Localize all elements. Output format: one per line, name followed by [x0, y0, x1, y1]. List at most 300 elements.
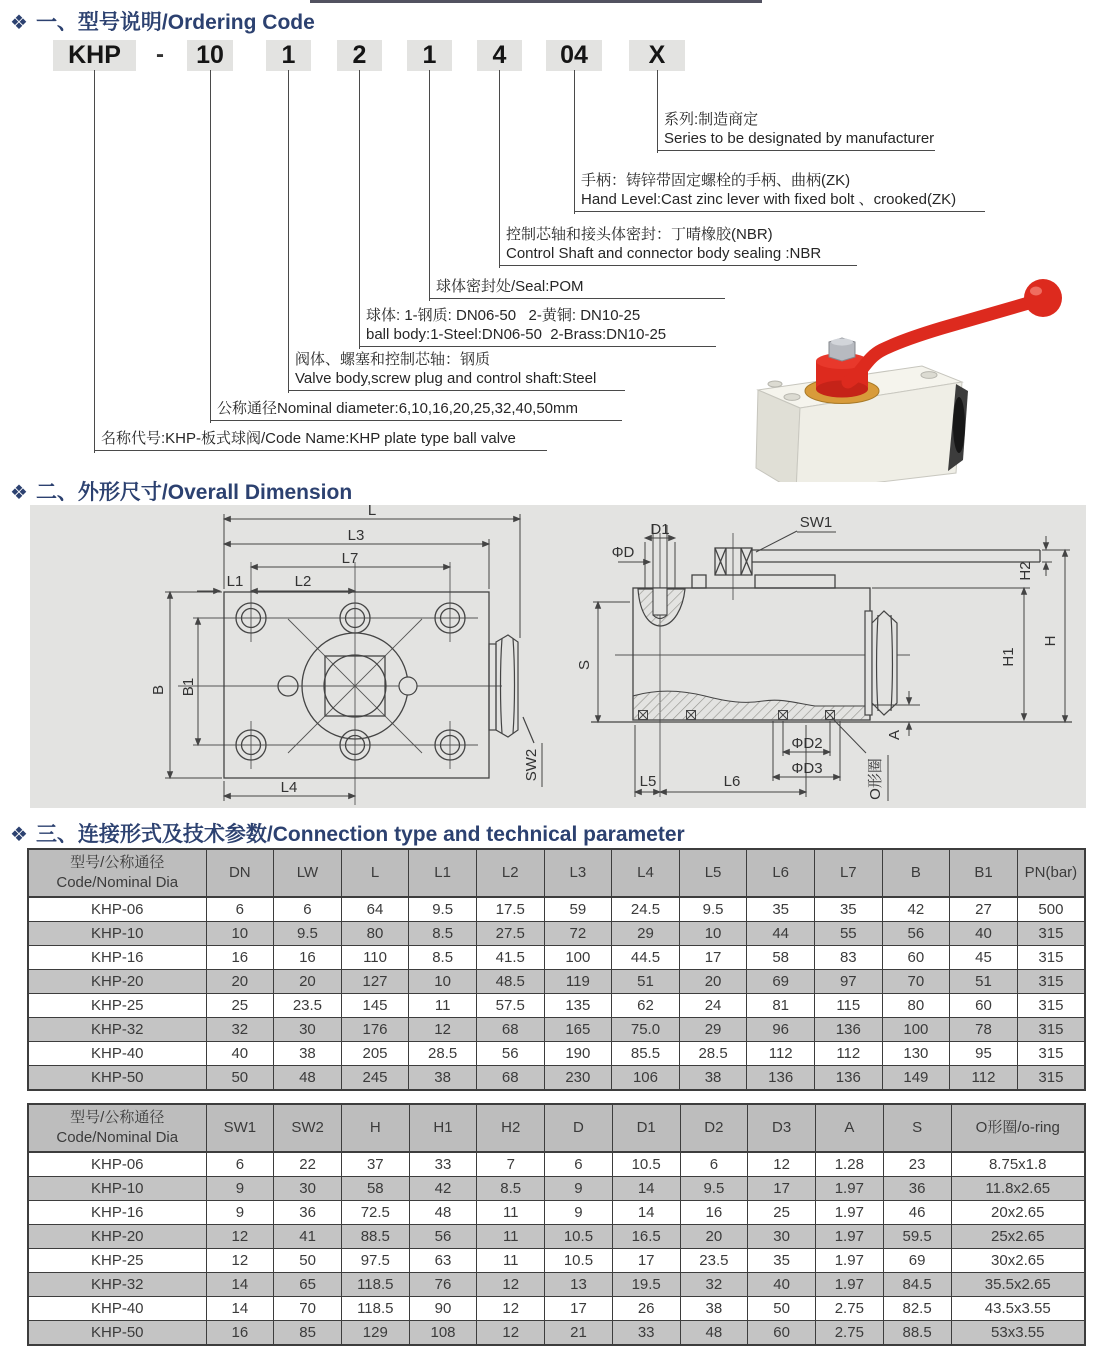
value-cell: 11	[409, 994, 477, 1018]
column-header: L7	[814, 849, 882, 897]
value-cell: 135	[544, 994, 612, 1018]
value-cell: 23	[883, 1152, 951, 1177]
value-cell: 42	[409, 1177, 477, 1201]
section-title-text: 三、连接形式及技术参数/Connection type and technical parameter	[35, 823, 685, 846]
value-cell: 315	[1017, 994, 1085, 1018]
valve-product-photo	[742, 262, 1072, 482]
value-cell: 6	[680, 1152, 748, 1177]
value-cell: 1.28	[815, 1152, 883, 1177]
dim-label-A: A	[886, 729, 903, 741]
connector-line	[429, 70, 430, 301]
value-cell: 25	[748, 1201, 816, 1225]
dimension-table-1	[27, 848, 1086, 1091]
value-cell: 25x2.65	[951, 1225, 1085, 1249]
value-cell: 43.5x3.55	[951, 1297, 1085, 1321]
value-cell: 11.8x2.65	[951, 1177, 1085, 1201]
dimension-drawing-panel	[30, 505, 1086, 808]
value-cell: 149	[882, 1066, 950, 1091]
table-row	[28, 1201, 1085, 1225]
model-cell: KHP-25	[28, 1249, 206, 1273]
value-cell: 17	[748, 1177, 816, 1201]
section-title-text: 二、外形尺寸/Overall Dimension	[35, 481, 353, 504]
value-cell: 20	[680, 1225, 748, 1249]
annotation-series	[657, 110, 935, 151]
value-cell: 96	[747, 1018, 815, 1042]
value-cell: 78	[950, 1018, 1018, 1042]
value-cell: 23.5	[274, 994, 342, 1018]
value-cell: 57.5	[476, 994, 544, 1018]
value-cell: 51	[612, 970, 680, 994]
column-header: B	[882, 849, 950, 897]
dim-label-B: B	[150, 684, 167, 696]
dim-label-SW2: SW2	[523, 748, 540, 782]
value-cell: 70	[882, 970, 950, 994]
value-cell: 41	[274, 1225, 342, 1249]
connector-line	[210, 70, 211, 423]
value-cell: 72	[544, 922, 612, 946]
value-cell: 55	[814, 922, 882, 946]
model-cell: KHP-50	[28, 1066, 206, 1091]
value-cell: 9	[545, 1177, 613, 1201]
column-header: DN	[206, 849, 274, 897]
code-box-series: X	[629, 40, 685, 71]
value-cell: 10.5	[612, 1152, 680, 1177]
column-header: L6	[747, 849, 815, 897]
value-cell: 127	[341, 970, 409, 994]
model-cell: KHP-06	[28, 1152, 206, 1177]
column-header: SW1	[206, 1104, 274, 1152]
table-row	[28, 1249, 1085, 1273]
value-cell: 130	[882, 1042, 950, 1066]
value-cell: 205	[341, 1042, 409, 1066]
column-header: L5	[679, 849, 747, 897]
value-cell: 112	[950, 1066, 1018, 1091]
value-cell: 119	[544, 970, 612, 994]
column-header: H1	[409, 1104, 477, 1152]
value-cell: 10	[409, 970, 477, 994]
value-cell: 106	[612, 1066, 680, 1091]
value-cell: 165	[544, 1018, 612, 1042]
code-separator: -	[156, 41, 164, 68]
sw2-nut	[489, 635, 534, 743]
value-cell: 108	[409, 1321, 477, 1346]
column-header: L4	[612, 849, 680, 897]
value-cell: 16	[206, 1321, 274, 1346]
value-cell: 35	[747, 897, 815, 922]
value-cell: 19.5	[612, 1273, 680, 1297]
table-row	[28, 994, 1085, 1018]
value-cell: 1.97	[815, 1177, 883, 1201]
value-cell: 190	[544, 1042, 612, 1066]
value-cell: 32	[680, 1273, 748, 1297]
value-cell: 315	[1017, 1018, 1085, 1042]
column-header: D2	[680, 1104, 748, 1152]
table-row	[28, 1225, 1085, 1249]
value-cell: 12	[206, 1249, 274, 1273]
value-cell: 315	[1017, 1066, 1085, 1091]
model-cell: KHP-20	[28, 970, 206, 994]
annotation-line: 阀体、螺塞和控制芯轴：钢质	[295, 351, 491, 368]
value-cell: 16	[680, 1201, 748, 1225]
dim-label-L5: L5	[639, 773, 657, 790]
column-header-model: 型号/公称通径 Code/Nominal Dia	[28, 849, 206, 897]
value-cell: 6	[206, 897, 274, 922]
column-header: D1	[612, 1104, 680, 1152]
section-title-overall-dimension	[10, 476, 352, 506]
dim-label-L3: L3	[347, 527, 365, 544]
model-cell: KHP-32	[28, 1273, 206, 1297]
value-cell: 95	[950, 1042, 1018, 1066]
column-header: S	[883, 1104, 951, 1152]
value-cell: 12	[748, 1152, 816, 1177]
value-cell: 1.97	[815, 1249, 883, 1273]
value-cell: 1.97	[815, 1273, 883, 1297]
dim-label-B1: B1	[180, 677, 197, 697]
value-cell: 100	[544, 946, 612, 970]
valve-handle	[848, 302, 1032, 382]
dim-label-phiD3: ΦD3	[791, 760, 823, 777]
column-header: H	[341, 1104, 409, 1152]
dim-label-L2: L2	[294, 573, 312, 590]
value-cell: 46	[883, 1201, 951, 1225]
annotation-ball	[359, 306, 716, 347]
column-header: PN(bar)	[1017, 849, 1085, 897]
dim-label-L7: L7	[341, 550, 359, 567]
annotation-seal	[429, 277, 725, 299]
diamond-icon: ❖	[10, 824, 28, 846]
model-cell: KHP-06	[28, 897, 206, 922]
value-cell: 38	[680, 1297, 748, 1321]
value-cell: 6	[274, 897, 342, 922]
value-cell: 13	[545, 1273, 613, 1297]
code-box-khp: KHP	[53, 40, 136, 71]
dim-label-H2: H2	[1017, 561, 1034, 581]
value-cell: 10.5	[545, 1225, 613, 1249]
value-cell: 136	[814, 1066, 882, 1091]
value-cell: 9.5	[409, 897, 477, 922]
value-cell: 136	[814, 1018, 882, 1042]
column-header: A	[815, 1104, 883, 1152]
value-cell: 69	[883, 1249, 951, 1273]
dim-label-o-ring: O形圈	[867, 758, 884, 800]
value-cell: 20	[274, 970, 342, 994]
value-cell: 22	[274, 1152, 342, 1177]
value-cell: 80	[882, 994, 950, 1018]
model-cell: KHP-40	[28, 1297, 206, 1321]
value-cell: 27.5	[476, 922, 544, 946]
model-cell: KHP-32	[28, 1018, 206, 1042]
model-cell: KHP-25	[28, 994, 206, 1018]
value-cell: 69	[747, 970, 815, 994]
value-cell: 20	[679, 970, 747, 994]
value-cell: 315	[1017, 970, 1085, 994]
value-cell: 129	[341, 1321, 409, 1346]
dim-label-L1: L1	[226, 573, 244, 590]
value-cell: 59.5	[883, 1225, 951, 1249]
value-cell: 11	[477, 1201, 545, 1225]
value-cell: 48	[409, 1201, 477, 1225]
value-cell: 30	[274, 1177, 342, 1201]
value-cell: 17	[545, 1297, 613, 1321]
value-cell: 56	[409, 1225, 477, 1249]
value-cell: 10	[206, 922, 274, 946]
connector-line	[288, 70, 289, 393]
value-cell: 44.5	[612, 946, 680, 970]
value-cell: 6	[206, 1152, 274, 1177]
value-cell: 53x3.55	[951, 1321, 1085, 1346]
value-cell: 10	[679, 922, 747, 946]
value-cell: 72.5	[341, 1201, 409, 1225]
value-cell: 38	[679, 1066, 747, 1091]
value-cell: 25	[206, 994, 274, 1018]
value-cell: 40	[748, 1273, 816, 1297]
model-cell: KHP-10	[28, 922, 206, 946]
section-title-text: 一、型号说明/Ordering Code	[35, 11, 315, 34]
value-cell: 21	[545, 1321, 613, 1346]
value-cell: 12	[409, 1018, 477, 1042]
value-cell: 26	[612, 1297, 680, 1321]
table-row	[28, 1042, 1085, 1066]
value-cell: 51	[950, 970, 1018, 994]
model-cell: KHP-20	[28, 1225, 206, 1249]
value-cell: 14	[612, 1201, 680, 1225]
value-cell: 62	[612, 994, 680, 1018]
model-cell: KHP-40	[28, 1042, 206, 1066]
value-cell: 176	[341, 1018, 409, 1042]
value-cell: 35	[814, 897, 882, 922]
annotation-line: Valve body,screw plug and control shaft:Steel	[295, 370, 597, 387]
section-title-parameters	[10, 818, 685, 848]
value-cell: 75.0	[612, 1018, 680, 1042]
value-cell: 136	[747, 1066, 815, 1091]
value-cell: 38	[274, 1042, 342, 1066]
value-cell: 48	[274, 1066, 342, 1091]
value-cell: 110	[341, 946, 409, 970]
annotation-shaft-seal	[499, 225, 857, 266]
column-header: B1	[950, 849, 1018, 897]
value-cell: 12	[477, 1297, 545, 1321]
value-cell: 64	[341, 897, 409, 922]
value-cell: 30x2.65	[951, 1249, 1085, 1273]
value-cell: 11	[477, 1249, 545, 1273]
code-box-handle: 04	[546, 40, 602, 71]
value-cell: 97	[814, 970, 882, 994]
value-cell: 50	[274, 1249, 342, 1273]
column-header: L1	[409, 849, 477, 897]
value-cell: 24	[679, 994, 747, 1018]
side-view-drawing	[560, 505, 1086, 808]
model-cell: KHP-50	[28, 1321, 206, 1346]
dim-label-SW1: SW1	[799, 514, 833, 531]
value-cell: 9.5	[679, 897, 747, 922]
column-header: LW	[274, 849, 342, 897]
annotation-line: 系列:制造商定	[664, 111, 759, 128]
diamond-icon: ❖	[10, 12, 28, 34]
page-edge-artifact	[310, 0, 762, 3]
column-header: L3	[544, 849, 612, 897]
value-cell: 56	[476, 1042, 544, 1066]
value-cell: 245	[341, 1066, 409, 1091]
value-cell: 500	[1017, 897, 1085, 922]
value-cell: 100	[882, 1018, 950, 1042]
value-cell: 112	[747, 1042, 815, 1066]
value-cell: 12	[206, 1225, 274, 1249]
diamond-icon: ❖	[10, 482, 28, 504]
section-title-ordering-code	[10, 6, 315, 36]
value-cell: 17	[612, 1249, 680, 1273]
value-cell: 88.5	[883, 1321, 951, 1346]
value-cell: 14	[206, 1273, 274, 1297]
value-cell: 9	[206, 1201, 274, 1225]
dim-label-L: L	[367, 505, 377, 519]
code-box-ball: 2	[337, 40, 382, 71]
value-cell: 28.5	[679, 1042, 747, 1066]
value-cell: 115	[814, 994, 882, 1018]
table-row	[28, 1066, 1085, 1091]
annotation-line: 球体密封处/Seal:POM	[436, 278, 584, 295]
value-cell: 6	[545, 1152, 613, 1177]
value-cell: 28.5	[409, 1042, 477, 1066]
value-cell: 8.5	[409, 922, 477, 946]
table-row	[28, 922, 1085, 946]
value-cell: 60	[950, 994, 1018, 1018]
column-header: SW2	[274, 1104, 342, 1152]
dim-label-S: S	[576, 659, 593, 671]
value-cell: 59	[544, 897, 612, 922]
value-cell: 90	[409, 1297, 477, 1321]
sw2-nut-side	[865, 611, 897, 715]
value-cell: 9	[206, 1177, 274, 1201]
value-cell: 76	[409, 1273, 477, 1297]
handle-ball	[1024, 279, 1062, 317]
value-cell: 37	[341, 1152, 409, 1177]
table-row	[28, 1152, 1085, 1177]
dim-label-phiD: ΦD	[611, 544, 635, 561]
value-cell: 315	[1017, 946, 1085, 970]
value-cell: 45	[950, 946, 1018, 970]
code-box-shaft-seal: 4	[477, 40, 522, 71]
value-cell: 83	[814, 946, 882, 970]
table-row	[28, 1018, 1085, 1042]
annotation-line: 公称通径Nominal diameter:6,10,16,20,25,32,40,50mm	[217, 400, 579, 417]
value-cell: 65	[274, 1273, 342, 1297]
value-cell: 27	[950, 897, 1018, 922]
model-cell: KHP-16	[28, 946, 206, 970]
code-box-size: 10	[187, 40, 233, 71]
value-cell: 36	[274, 1201, 342, 1225]
value-cell: 16	[274, 946, 342, 970]
value-cell: 14	[206, 1297, 274, 1321]
value-cell: 2.75	[815, 1297, 883, 1321]
dimension-table-2	[27, 1103, 1086, 1346]
value-cell: 29	[612, 922, 680, 946]
value-cell: 40	[206, 1042, 274, 1066]
value-cell: 70	[274, 1297, 342, 1321]
value-cell: 40	[950, 922, 1018, 946]
dim-label-L6: L6	[723, 773, 741, 790]
value-cell: 8.5	[409, 946, 477, 970]
value-cell: 35	[748, 1249, 816, 1273]
value-cell: 11	[477, 1225, 545, 1249]
annotation-code-name	[94, 429, 547, 451]
value-cell: 48.5	[476, 970, 544, 994]
annotation-line: 手柄：铸锌带固定螺栓的手柄、曲柄(ZK)	[581, 172, 851, 189]
value-cell: 118.5	[341, 1273, 409, 1297]
table-row	[28, 1177, 1085, 1201]
value-cell: 38	[409, 1066, 477, 1091]
value-cell: 315	[1017, 922, 1085, 946]
table-row	[28, 1273, 1085, 1297]
value-cell: 81	[747, 994, 815, 1018]
code-box-body: 1	[266, 40, 311, 71]
value-cell: 60	[748, 1321, 816, 1346]
value-cell: 68	[476, 1066, 544, 1091]
value-cell: 44	[747, 922, 815, 946]
value-cell: 9.5	[274, 922, 342, 946]
annotation-line: 球体: 1-钢质: DN06-50 2-黄铜: DN10-25	[366, 307, 641, 324]
connector-line	[94, 70, 95, 453]
value-cell: 35.5x2.65	[951, 1273, 1085, 1297]
value-cell: 7	[477, 1152, 545, 1177]
annotation-handle	[574, 171, 985, 212]
value-cell: 12	[477, 1321, 545, 1346]
value-cell: 1.97	[815, 1225, 883, 1249]
dim-label-D1: D1	[650, 521, 670, 538]
value-cell: 80	[341, 922, 409, 946]
value-cell: 20x2.65	[951, 1201, 1085, 1225]
value-cell: 82.5	[883, 1297, 951, 1321]
value-cell: 36	[883, 1177, 951, 1201]
value-cell: 63	[409, 1249, 477, 1273]
value-cell: 2.75	[815, 1321, 883, 1346]
value-cell: 30	[748, 1225, 816, 1249]
model-cell: KHP-10	[28, 1177, 206, 1201]
annotation-valve-body	[288, 350, 625, 391]
value-cell: 58	[341, 1177, 409, 1201]
front-view-drawing	[30, 505, 560, 808]
table-row	[28, 970, 1085, 994]
value-cell: 20	[206, 970, 274, 994]
value-cell: 23.5	[680, 1249, 748, 1273]
value-cell: 33	[409, 1152, 477, 1177]
value-cell: 29	[679, 1018, 747, 1042]
value-cell: 10.5	[545, 1249, 613, 1273]
value-cell: 230	[544, 1066, 612, 1091]
value-cell: 118.5	[341, 1297, 409, 1321]
value-cell: 68	[476, 1018, 544, 1042]
model-cell: KHP-16	[28, 1201, 206, 1225]
value-cell: 12	[477, 1273, 545, 1297]
annotation-line: Hand Level:Cast zinc lever with fixed bolt 、crooked(ZK)	[581, 191, 957, 208]
dim-label-H1: H1	[1000, 647, 1017, 667]
value-cell: 84.5	[883, 1273, 951, 1297]
column-header: O形圈/o-ring	[951, 1104, 1085, 1152]
dim-label-phiD2: ΦD2	[791, 735, 823, 752]
dim-label-H: H	[1042, 635, 1059, 647]
value-cell: 17	[679, 946, 747, 970]
table-row	[28, 946, 1085, 970]
code-box-seal: 1	[407, 40, 452, 71]
value-cell: 8.5	[477, 1177, 545, 1201]
annotation-nominal-diameter	[210, 399, 622, 421]
value-cell: 8.75x1.8	[951, 1152, 1085, 1177]
annotation-line: Control Shaft and connector body sealing :NBR	[506, 245, 822, 262]
value-cell: 9	[545, 1201, 613, 1225]
value-cell: 14	[612, 1177, 680, 1201]
value-cell: 145	[341, 994, 409, 1018]
column-header: L2	[476, 849, 544, 897]
annotation-line: 名称代号:KHP-板式球阀/Code Name:KHP plate type ball valve	[101, 430, 516, 447]
